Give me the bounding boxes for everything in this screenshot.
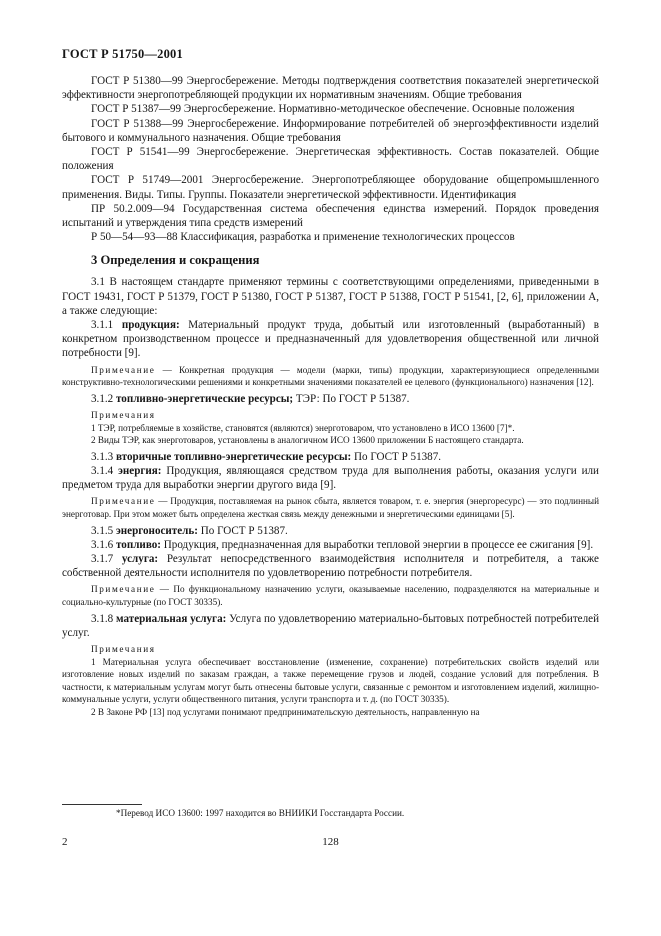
reference-item: ГОСТ Р 51380—99 Энергосбережение. Методы подтверждения соответствия показателей энергетической эффективности энергопотребляющей продукции их нормативным значениям. Общие требования — [62, 75, 599, 102]
reference-item: ГОСТ Р 51749—2001 Энергосбережение. Энергопотребляющее оборудование общепромышленного применения. Виды. Типы. Группы. Показатели энергетической эффективности. Идентификация — [62, 174, 599, 201]
definition-3-1-6 — [62, 538, 599, 552]
definition-3-1-7 — [62, 552, 599, 580]
term: материальная услуга: — [116, 612, 227, 625]
note-item: 1 ТЭР, потребляемые в хозяйстве, становятся (являются) энерготоваром, что установлено в ИСО 13600 [7]*. — [91, 422, 515, 433]
term: топливо: — [115, 538, 161, 551]
clause-number: 3.1.3 — [91, 450, 114, 463]
note-text: — Конкретная продукция — модели (марки, типы) продукции, характеризующиеся определенными конструктивно-технологическими решениями и конкретными значениями показателей ее целевого (функционального) назначения [12]. — [62, 364, 599, 388]
references-list — [62, 74, 599, 244]
section-heading: 3 Определения и сокращения — [91, 253, 260, 268]
definition-text: ТЭР: По ГОСТ Р 51387. — [295, 392, 410, 405]
reference-item: Р 50—54—93—88 Классификация, разработка и применение технологических процессов — [91, 231, 515, 244]
clause-number: 3.1.5 — [91, 524, 114, 537]
note-item: 2 В Законе РФ [13] под услугами понимают предпринимательскую деятельность, направленную на — [91, 707, 480, 717]
notes-label: Примечания — [91, 410, 156, 421]
clause-number: 3.1.7 — [91, 553, 114, 566]
footnote: *Перевод ИСО 13600: 1997 находится во ВНИИКИ Госстандарта России. — [116, 808, 405, 818]
term: энергоноситель: — [115, 524, 198, 537]
definition-text: Материальный продукт труда, добытый или изготовленный (выработанный) в конкретном производственном процессе и предназначенный для удовлетворения общественной или личной потребности [9]. — [62, 319, 599, 360]
note-item: 1 Материальная услуга обеспечивает восстановление (изменение, сохранение) потребительских свойств изделий или изготовление новых изделий по заказам граждан, а также перемещение грузов и людей, создание условий для потребления. В частности, к материальным услугам могут быть отнесены бытовые услуги, связанные с ремонтом и изготовлением изделий, жилищно-коммунальные услуги, услуги общественного питания, услуги транспорта и т. д. (по ГОСТ 30335). — [62, 656, 599, 705]
paragraph-3-1: 3.1 В настоящем стандарте применяют термины с соответствующими определениями, приведенными в ГОСТ 19431, ГОСТ Р 51379, ГОСТ Р 51380, ГОСТ Р 51387, ГОСТ Р 51388, ГОСТ Р 51541, [2, 6], приложении А, а также следующие: — [62, 276, 599, 317]
reference-item: ГОСТ Р 51388—99 Энергосбережение. Информирование потребителей об энергоэффективности изделий бытового и коммунального назначения. Общие требования — [62, 117, 599, 144]
clause-number: 3.1.6 — [91, 538, 114, 551]
clause-number: 3.1.4 — [91, 465, 114, 478]
page-number-center: 128 — [322, 836, 339, 848]
clause-number: 3.1.8 — [91, 612, 114, 625]
reference-item: ПР 50.2.009—94 Государственная система обеспечения единства измерений. Порядок проведения испытаний и утверждения типа средств измерений — [62, 202, 599, 230]
definition-text: Продукция, являющаяся средством труда для выполнения работы, оказания услуги или предметом труда для выработки энергии другого вида [9]. — [62, 465, 599, 492]
document-body — [62, 74, 599, 719]
note-label: Примечание — [91, 584, 156, 595]
definition-text: Услуга по удовлетворению материально-бытовых потребностей потребителей услуг. — [62, 612, 600, 639]
definition-text: По ГОСТ Р 51387. — [200, 524, 288, 537]
definition-3-1-5 — [62, 524, 599, 538]
note-text: — Продукция, поставляемая на рынок сбыта, является товаром, т. е. энергия (энергоресурс) — это подлинный энерготовар. При этом может быть определена жесткая связь между денежными и энергетическими единицами [5]. — [62, 496, 600, 520]
note-text: — По функциональному назначению услуги, оказываемые населению, подразделяются на материальные и социально-культурные (по ГОСТ 30335). — [62, 584, 600, 608]
term: топливно-энергетические ресурсы; — [115, 392, 294, 405]
clause-number: 3.1.2 — [91, 392, 114, 405]
footnote-divider — [62, 804, 142, 805]
definition-3-1-3 — [62, 450, 599, 464]
definition-text: Продукция, предназначенная для выработки тепловой энергии в процессе ее сжигания [9]. — [163, 538, 594, 551]
term: продукция: — [121, 319, 180, 332]
note — [62, 495, 599, 520]
note-item: 2 Виды ТЭР, как энерготоваров, установлены в аналогичном ИСО 13600 приложении Б настоящего стандарта. — [91, 435, 524, 446]
definition-3-1-4 — [62, 464, 599, 492]
definition-3-1-8 — [62, 612, 599, 640]
reference-item: ГОСТ Р 51387—99 Энергосбережение. Нормативно-методическое обеспечение. Основные положения — [91, 103, 575, 116]
document-header: ГОСТ Р 51750—2001 — [62, 47, 183, 61]
note-label: Примечание — [91, 364, 156, 375]
notes-label: Примечания — [91, 644, 156, 655]
note — [62, 364, 599, 389]
term: энергия: — [118, 465, 162, 478]
term: вторичные топливно-энергетические ресурсы: — [115, 450, 352, 463]
term: услуга: — [121, 553, 159, 566]
note-label: Примечание — [91, 496, 156, 507]
definition-text: Результат непосредственного взаимодействия исполнителя и потребителя, а также собственной деятельности исполнителя по удовлетворению потребности потребителя. — [62, 553, 599, 580]
definition-text: По ГОСТ Р 51387. — [354, 450, 442, 463]
note — [62, 583, 599, 608]
page-number-left: 2 — [62, 836, 68, 848]
clause-number: 3.1.1 — [91, 319, 114, 332]
definition-3-1-1 — [62, 318, 599, 361]
definition-3-1-2 — [62, 392, 599, 406]
reference-item: ГОСТ Р 51541—99 Энергосбережение. Энергетическая эффективность. Состав показателей. Общие положения — [62, 146, 599, 173]
